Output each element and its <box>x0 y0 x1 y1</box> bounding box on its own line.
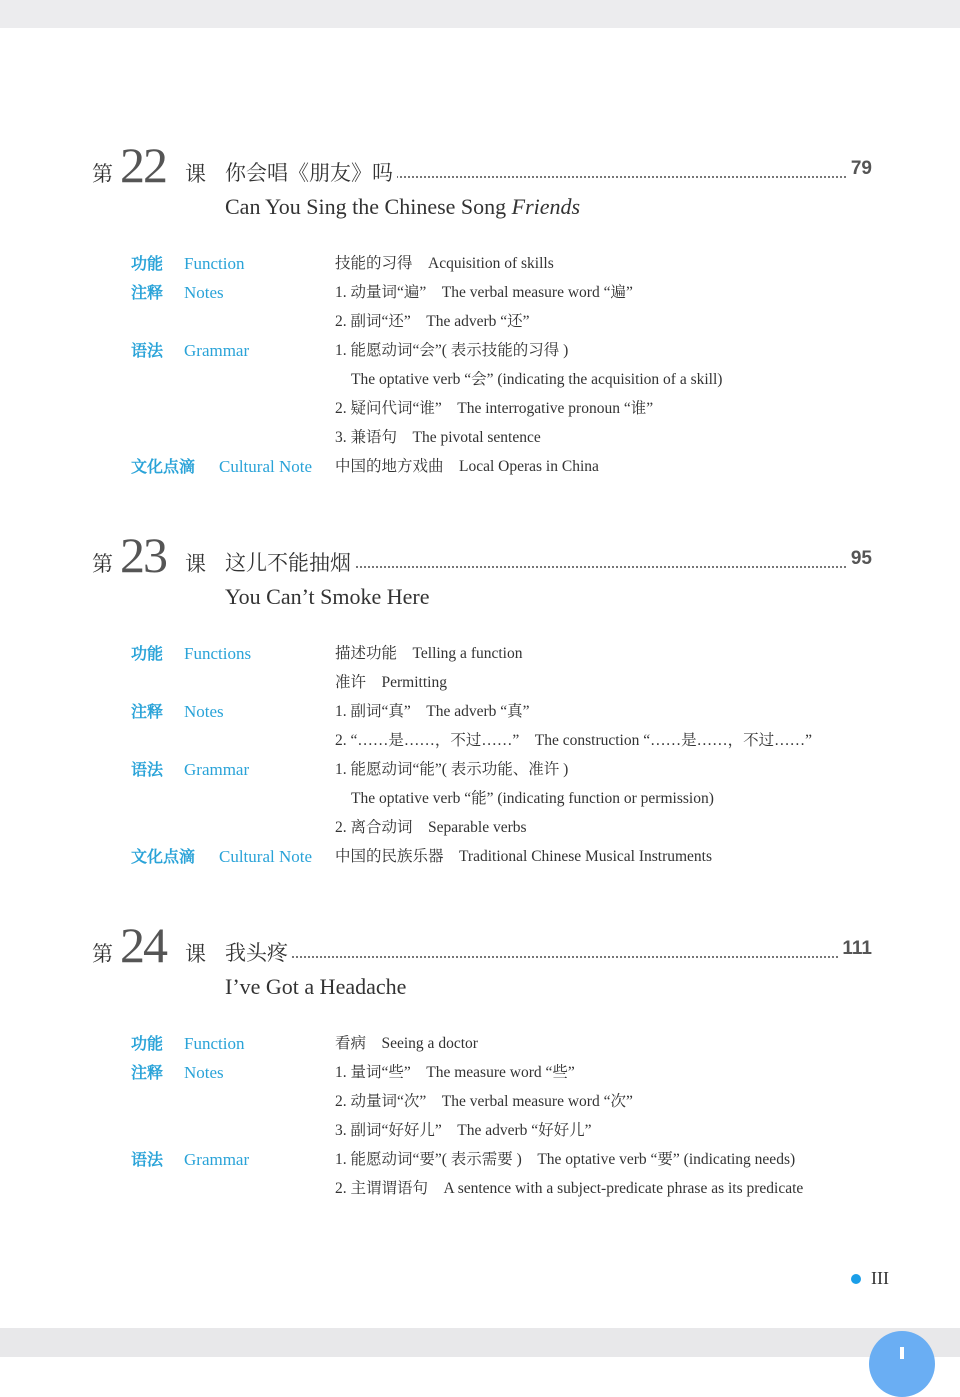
page-number: 79 <box>847 158 872 180</box>
row-content: 1. 能愿动词“要”( 表示需要 ) The optative verb “要” (indicating needs) <box>335 1151 796 1168</box>
section-label-en: Cultural Note <box>219 847 313 866</box>
row-content: 准许 Permitting <box>335 674 447 691</box>
title-text: I’ve Got a Headache <box>225 974 407 999</box>
row-content: The optative verb “能” (indicating function or permission) <box>351 790 714 807</box>
lesson-prefix: 第 <box>92 942 113 966</box>
row-content: 看病 Seeing a doctor <box>335 1035 478 1052</box>
section-label-cn: 功能 <box>131 1034 164 1053</box>
toc-row <box>0 1029 960 1058</box>
toc-row <box>0 307 960 336</box>
page-dot-icon <box>851 1274 861 1284</box>
section-label-en: Grammar <box>184 1150 250 1169</box>
section-label-en: Function <box>184 1034 245 1053</box>
lesson-title-row[interactable] <box>92 527 872 590</box>
lesson-title-row[interactable] <box>92 137 872 200</box>
lesson-number: 24 <box>120 917 166 973</box>
lesson-number: 23 <box>120 527 166 583</box>
add-button[interactable] <box>869 1331 935 1397</box>
row-content: 中国的地方戏曲 Local Operas in China <box>335 458 599 475</box>
toc-row <box>0 452 960 481</box>
row-content: 2. “……是……，不过……” The construction “……是……，不过……” <box>335 732 812 749</box>
toc-row <box>0 668 960 697</box>
lesson-title-en <box>225 974 406 1000</box>
section-label-en: Function <box>184 254 245 273</box>
page-number: 95 <box>847 548 872 570</box>
toc-row <box>0 1145 960 1174</box>
row-content: 1. 能愿动词“能”( 表示功能、准许 ) <box>335 761 569 778</box>
toc-row <box>0 365 960 394</box>
row-content: 3. 副词“好好儿” The adverb “好好儿” <box>335 1122 592 1139</box>
toc-row <box>0 423 960 452</box>
page-number: III <box>871 1268 889 1288</box>
toc-row <box>0 1087 960 1116</box>
section-label-cn: 注释 <box>131 283 164 302</box>
toc-row <box>0 394 960 423</box>
lesson-title-en <box>225 194 580 220</box>
section-label-cn: 功能 <box>131 644 164 663</box>
toc-row <box>0 784 960 813</box>
section-label-en: Notes <box>184 702 224 721</box>
toc-row <box>0 813 960 842</box>
bottom-bar <box>0 1328 960 1357</box>
section-label-cn: 功能 <box>131 254 164 273</box>
section-label-cn: 语法 <box>131 1150 164 1169</box>
title-text: You Can’t Smoke Here <box>225 584 430 609</box>
toc-row <box>0 755 960 784</box>
row-content: 1. 动量词“遍” The verbal measure word “遍” <box>335 284 633 301</box>
toc-row <box>0 1058 960 1087</box>
toc-row <box>0 1116 960 1145</box>
row-content: 1. 副词“真” The adverb “真” <box>335 703 530 720</box>
lesson-contents <box>0 1029 960 1203</box>
row-content: 1. 能愿动词“会”( 表示技能的习得 ) <box>335 342 569 359</box>
section-label-en: Notes <box>184 283 224 302</box>
section-label-cn: 语法 <box>131 341 164 360</box>
lesson-prefix: 第 <box>92 552 113 576</box>
row-content: 2. 疑问代词“谁” The interrogative pronoun “谁” <box>335 400 654 417</box>
toc-row <box>0 278 960 307</box>
toc-row <box>0 1174 960 1203</box>
toc-row <box>0 249 960 278</box>
lesson-title-cn: 我头疼 <box>225 937 292 967</box>
row-content: 2. 副词“还” The adverb “还” <box>335 313 530 330</box>
toc-row <box>0 842 960 871</box>
lesson-title-en <box>225 584 430 610</box>
lesson-suffix: 课 <box>185 552 206 576</box>
lesson-title-row[interactable] <box>92 917 872 980</box>
section-label-en: Notes <box>184 1063 224 1082</box>
row-content: 2. 主谓谓语句 A sentence with a subject-predicate phrase as its predicate <box>335 1180 804 1197</box>
section-label-en: Grammar <box>184 341 250 360</box>
toc-row <box>0 726 960 755</box>
lesson-contents <box>0 639 960 871</box>
row-content: 2. 动量词“次” The verbal measure word “次” <box>335 1093 633 1110</box>
toc-row <box>0 639 960 668</box>
row-content: 3. 兼语句 The pivotal sentence <box>335 429 541 446</box>
section-label-en: Grammar <box>184 760 250 779</box>
lesson-contents <box>0 249 960 481</box>
section-label-cn: 注释 <box>131 702 164 721</box>
dot-leader <box>232 956 846 958</box>
title-italic-text: Friends <box>511 194 581 219</box>
row-content: 中国的民族乐器 Traditional Chinese Musical Instruments <box>335 848 713 865</box>
row-content: 2. 离合动词 Separable verbs <box>335 819 527 836</box>
row-content: The optative verb “会” (indicating the acquisition of a skill) <box>351 371 723 388</box>
lesson-title-cn: 你会唱《朋友》吗 <box>225 157 397 187</box>
lesson-prefix: 第 <box>92 162 113 186</box>
section-label-en: Cultural Note <box>219 457 313 476</box>
title-text: Can You Sing the Chinese Song <box>225 194 512 219</box>
section-label-cn: 注释 <box>131 1063 164 1082</box>
lesson-title-cn: 这儿不能抽烟 <box>225 547 355 577</box>
row-content: 描述功能 Telling a function <box>335 645 523 662</box>
section-label-en: Functions <box>184 644 252 663</box>
top-bar <box>0 0 960 28</box>
toc-row <box>0 336 960 365</box>
section-label-cn: 文化点滴 <box>131 847 196 866</box>
row-content: 1. 量词“些” The measure word “些” <box>335 1064 575 1081</box>
toc-row <box>0 697 960 726</box>
section-label-cn: 语法 <box>131 760 164 779</box>
lesson-suffix: 课 <box>185 162 206 186</box>
page-number: 111 <box>838 938 872 960</box>
section-label-cn: 文化点滴 <box>131 457 196 476</box>
lesson-number: 22 <box>120 137 166 193</box>
row-content: 技能的习得 Acquisition of skills <box>335 255 554 272</box>
lesson-suffix: 课 <box>185 942 206 966</box>
